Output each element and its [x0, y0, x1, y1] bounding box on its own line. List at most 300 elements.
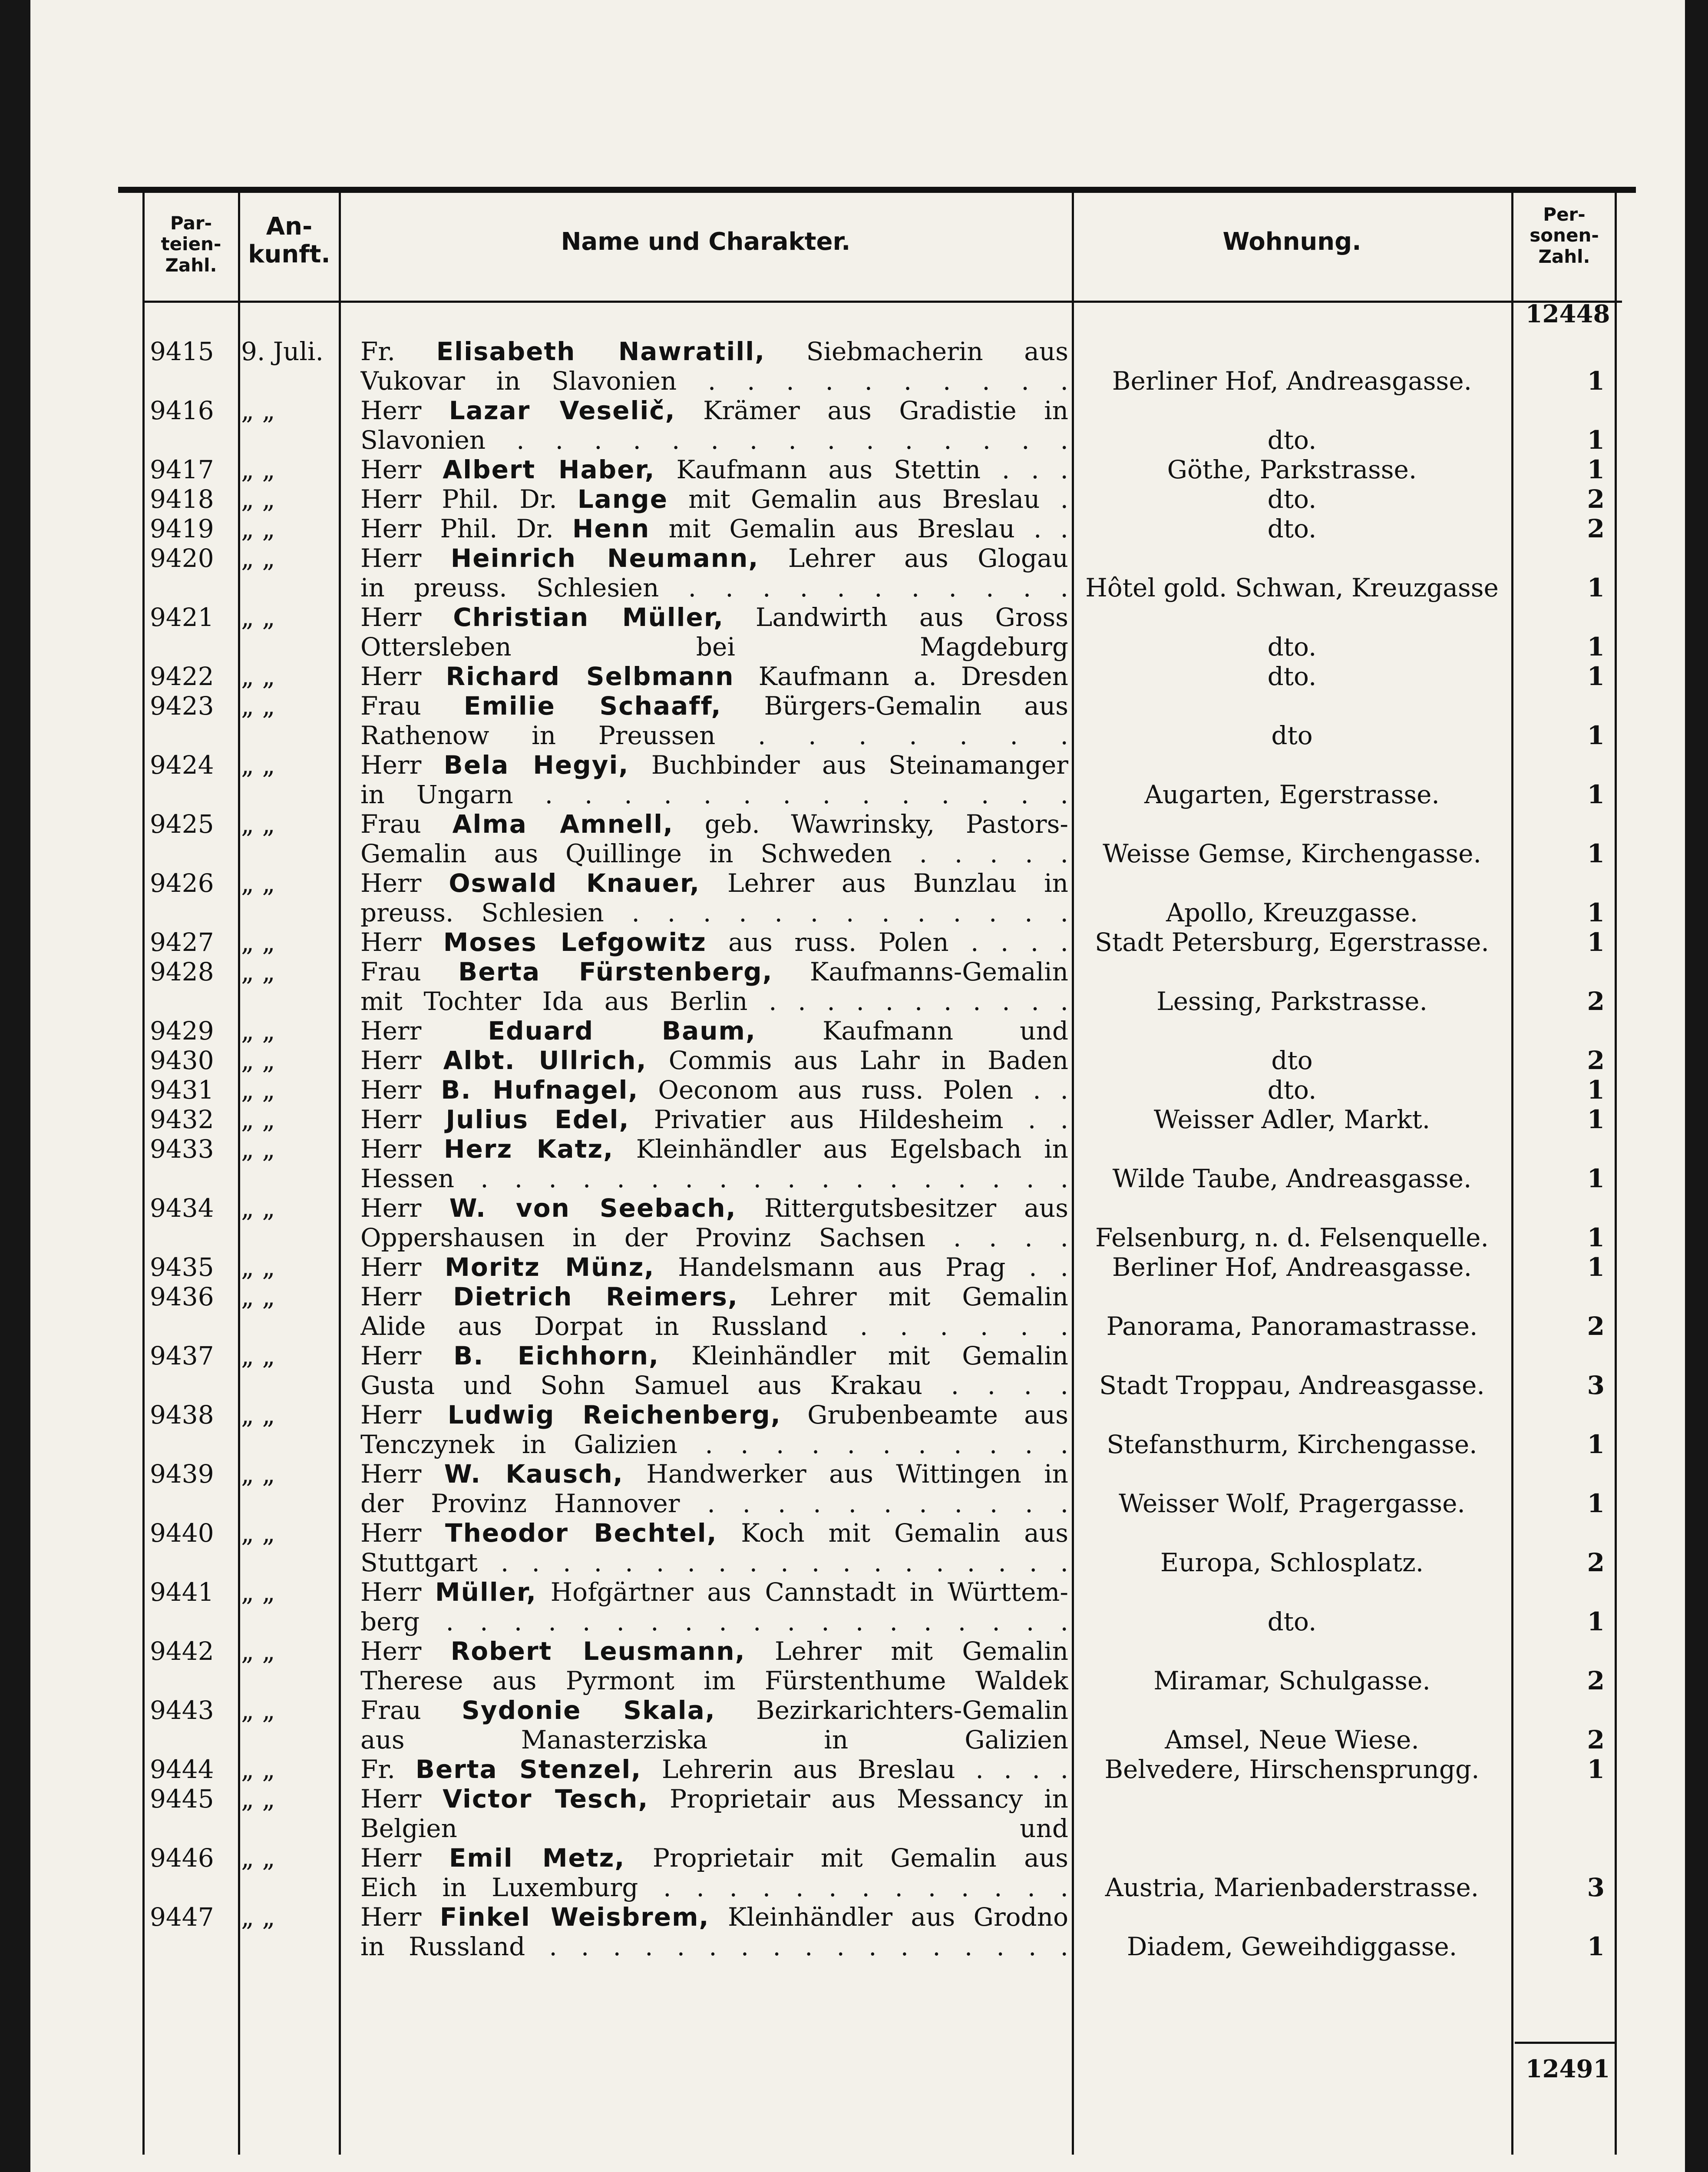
arrival-date: „ „ — [241, 1282, 275, 1311]
party-number: 9447 — [150, 1902, 214, 1932]
name-line-1 — [360, 1105, 1068, 1134]
arrival-date: „ „ — [241, 1252, 275, 1282]
guest-name: Emilie Schaaff, — [463, 691, 722, 721]
arrival-date: „ „ — [241, 868, 275, 898]
residence: Augarten, Egerstrasse. — [1144, 780, 1440, 809]
name-and-character — [360, 809, 1068, 868]
total-rule — [1515, 2042, 1615, 2044]
name-and-character — [360, 1046, 1068, 1075]
name-line-1 — [360, 1282, 1068, 1311]
arrival-date: „ „ — [241, 1134, 275, 1164]
party-number: 9438 — [150, 1400, 214, 1430]
residence: Felsenburg, n. d. Felsenquelle. — [1095, 1223, 1489, 1252]
name-and-character — [360, 1459, 1068, 1518]
title-prefix: Herr — [360, 1459, 444, 1489]
name-line-2: Oppershausen in der Provinz Sachsen . . . . — [360, 1223, 1068, 1252]
guest-name: Christian Müller, — [453, 603, 724, 632]
occupation-origin: Lehrer aus Glogau — [759, 543, 1068, 573]
name-line-2: Therese aus Pyrmont im Fürstenthume Waldek — [360, 1666, 1068, 1695]
occupation-origin: geb. Wawrinsky, Pastors- — [674, 809, 1068, 839]
residence: dto. — [1267, 514, 1317, 543]
residence: Diadem, Geweihdiggasse. — [1127, 1932, 1457, 1961]
person-count: 2 — [1587, 1725, 1605, 1755]
guest-name: Richard Selbmann — [446, 662, 734, 691]
arrival-date: „ „ — [241, 603, 275, 632]
arrival-date: „ „ — [241, 514, 275, 543]
party-number: 9432 — [150, 1105, 214, 1134]
header-wohnung: Wohnung. — [1222, 228, 1361, 256]
guest-name: Eduard Baum, — [488, 1016, 757, 1046]
person-count: 1 — [1587, 425, 1605, 455]
person-count: 1 — [1587, 1164, 1605, 1193]
party-number: 9431 — [150, 1075, 214, 1105]
title-prefix: Herr — [360, 1636, 451, 1666]
arrival-date: „ „ — [241, 1046, 275, 1075]
title-prefix: Herr — [360, 603, 453, 632]
title-prefix: Herr — [360, 543, 451, 573]
occupation-origin: Kaufmann und — [756, 1016, 1068, 1046]
header-ankunft: An- kunft. — [248, 212, 330, 269]
name-line-1 — [360, 662, 1068, 691]
person-count: 1 — [1587, 1252, 1605, 1282]
name-line-2: der Provinz Hannover . . . . . . . . . . . — [360, 1489, 1068, 1518]
title-prefix: Herr — [360, 1016, 488, 1046]
arrival-date: „ „ — [241, 957, 275, 987]
name-line-1 — [360, 484, 1068, 514]
residence: Weisser Adler, Markt. — [1153, 1105, 1430, 1134]
party-number: 9427 — [150, 927, 214, 957]
arrival-date: „ „ — [241, 809, 275, 839]
name-and-character — [360, 484, 1068, 514]
residence: Stefansthurm, Kirchengasse. — [1107, 1430, 1477, 1459]
party-number: 9415 — [150, 337, 214, 366]
guest-name: Elisabeth Nawratill, — [436, 337, 766, 366]
person-count: 2 — [1587, 1311, 1605, 1341]
name-line-1 — [360, 957, 1068, 987]
occupation-origin: Hofgärtner aus Cannstadt in Württem- — [537, 1577, 1068, 1607]
occupation-origin: Kaufmann a. Dresden — [734, 662, 1068, 691]
name-line-1 — [360, 1016, 1068, 1046]
occupation-origin: Krämer aus Gradistie in — [675, 396, 1068, 425]
title-prefix: Herr — [360, 1282, 453, 1311]
title-prefix: Herr — [360, 1341, 454, 1371]
name-line-1 — [360, 603, 1068, 632]
name-line-1 — [360, 809, 1068, 839]
guest-name: Theodor Bechtel, — [445, 1518, 717, 1548]
person-count: 1 — [1587, 573, 1605, 603]
person-count: 3 — [1587, 1371, 1605, 1400]
column-divider — [142, 191, 145, 2155]
person-count: 1 — [1587, 1607, 1605, 1636]
name-and-character — [360, 1400, 1068, 1459]
name-line-2: Gemalin aus Quillinge in Schweden . . . . . — [360, 839, 1068, 868]
occupation-origin: Lehrer mit Gemalin — [745, 1636, 1068, 1666]
title-prefix: Frau — [360, 809, 453, 839]
occupation-origin: Grubenbeamte aus — [781, 1400, 1068, 1430]
guest-name: Berta Fürstenberg, — [458, 957, 773, 987]
name-line-2: berg . . . . . . . . . . . . . . . . . . . — [360, 1607, 1068, 1636]
name-line-1 — [360, 455, 1068, 484]
title-prefix: Herr Phil. Dr. — [360, 514, 572, 543]
name-line-1 — [360, 1134, 1068, 1164]
person-count: 1 — [1587, 1223, 1605, 1252]
occupation-origin: mit Gemalin aus Breslau . . — [650, 514, 1068, 543]
name-line-1 — [360, 868, 1068, 898]
name-and-character — [360, 1282, 1068, 1341]
name-line-1 — [360, 337, 1068, 366]
occupation-origin: mit Gemalin aus Breslau . — [668, 484, 1068, 514]
occupation-origin: Siebmacherin aus — [765, 337, 1068, 366]
occupation-origin: Kleinhändler mit Gemalin — [659, 1341, 1068, 1371]
person-count: 2 — [1587, 987, 1605, 1016]
title-prefix: Herr — [360, 1518, 446, 1548]
occupation-origin: Bürgers-Gemalin aus — [721, 691, 1068, 721]
party-number: 9439 — [150, 1459, 214, 1489]
title-prefix: Frau — [360, 691, 464, 721]
arrival-date: „ „ — [241, 1400, 275, 1430]
arrival-date: „ „ — [241, 1459, 275, 1489]
name-line-2: Gusta und Sohn Samuel aus Krakau . . . . — [360, 1371, 1068, 1400]
party-number: 9442 — [150, 1636, 214, 1666]
name-and-character — [360, 1518, 1068, 1577]
name-and-character — [360, 1075, 1068, 1105]
party-number: 9428 — [150, 957, 214, 987]
occupation-origin: Lehrerin aus Breslau . . . . — [641, 1755, 1068, 1784]
arrival-date: „ „ — [241, 1843, 275, 1873]
name-line-2: mit Tochter Ida aus Berlin . . . . . . . . . . . — [360, 987, 1068, 1016]
name-and-character — [360, 750, 1068, 809]
guest-name: Albt. Ullrich, — [443, 1046, 647, 1075]
name-and-character — [360, 1341, 1068, 1400]
column-divider — [1072, 191, 1074, 2155]
arrival-date: „ „ — [241, 1695, 275, 1725]
scan-border-left — [0, 0, 30, 2172]
person-count: 1 — [1587, 455, 1605, 484]
residence: Austria, Marienbaderstrasse. — [1105, 1873, 1479, 1902]
name-and-character — [360, 1193, 1068, 1252]
occupation-origin: Kaufmanns-Gemalin — [773, 957, 1068, 987]
guest-name: Finkel Weisbrem, — [439, 1902, 710, 1932]
title-prefix: Herr — [360, 1577, 435, 1607]
title-prefix: Herr — [360, 1400, 448, 1430]
name-and-character — [360, 455, 1068, 484]
name-line-2: Eich in Luxemburg . . . . . . . . . . . . . — [360, 1873, 1068, 1902]
residence: dto. — [1267, 1607, 1317, 1636]
person-count: 1 — [1587, 780, 1605, 809]
arrival-date: „ „ — [241, 1016, 275, 1046]
residence: Stadt Troppau, Andreasgasse. — [1099, 1371, 1485, 1400]
party-number: 9440 — [150, 1518, 214, 1548]
occupation-origin: Bezirkarichters-Gemalin — [715, 1695, 1068, 1725]
guest-name: Heinrich Neumann, — [450, 543, 759, 573]
name-line-1 — [360, 1075, 1068, 1105]
person-count: 1 — [1587, 1489, 1605, 1518]
party-number: 9446 — [150, 1843, 214, 1873]
name-line-2: Rathenow in Preussen . . . . . . . — [360, 721, 1068, 750]
name-line-1 — [360, 927, 1068, 957]
occupation-origin: Buchbinder aus Steinamanger — [629, 750, 1068, 780]
title-prefix: Fr. — [360, 1755, 416, 1784]
residence: dto. — [1267, 425, 1317, 455]
occupation-origin: aus russ. Polen . . . . — [706, 927, 1068, 957]
person-count: 2 — [1587, 1548, 1605, 1577]
title-prefix: Herr — [360, 1843, 449, 1873]
person-count: 1 — [1587, 721, 1605, 750]
party-number: 9430 — [150, 1046, 214, 1075]
person-count: 1 — [1587, 1075, 1605, 1105]
name-line-2: Vukovar in Slavonien . . . . . . . . . . — [360, 366, 1068, 396]
person-count: 1 — [1587, 898, 1605, 927]
name-line-1 — [360, 1400, 1068, 1430]
occupation-origin: Handwerker aus Wittingen in — [623, 1459, 1068, 1489]
name-line-1 — [360, 1193, 1068, 1223]
occupation-origin: Kaufmann aus Stettin . . . — [655, 455, 1068, 484]
occupation-origin: Handelsmann aus Prag . . — [654, 1252, 1068, 1282]
party-number: 9423 — [150, 691, 214, 721]
party-number: 9424 — [150, 750, 214, 780]
name-line-2: Stuttgart . . . . . . . . . . . . . . . . . . . — [360, 1548, 1068, 1577]
party-number: 9441 — [150, 1577, 214, 1607]
name-line-1 — [360, 1843, 1068, 1873]
party-number: 9436 — [150, 1282, 214, 1311]
person-count: 2 — [1587, 514, 1605, 543]
name-and-character — [360, 1902, 1068, 1961]
arrival-date: „ „ — [241, 396, 275, 425]
arrival-date: „ „ — [241, 927, 275, 957]
person-count: 1 — [1587, 632, 1605, 662]
residence: Weisse Gemse, Kirchengasse. — [1103, 839, 1481, 868]
name-and-character — [360, 868, 1068, 927]
guest-name: Emil Metz, — [449, 1843, 625, 1873]
guest-name: Moses Lefgowitz — [443, 927, 707, 957]
name-and-character — [360, 1695, 1068, 1755]
column-divider — [1615, 191, 1617, 2155]
name-and-character — [360, 1016, 1068, 1046]
guest-name: Sydonie Skala, — [462, 1695, 716, 1725]
residence: dto. — [1267, 632, 1317, 662]
party-number: 9437 — [150, 1341, 214, 1371]
guest-name: Oswald Knauer, — [449, 868, 700, 898]
name-line-2: Belgien und — [360, 1814, 1068, 1843]
name-line-1 — [360, 1252, 1068, 1282]
name-and-character — [360, 603, 1068, 662]
guest-name: Henn — [572, 514, 650, 543]
table-top-rule — [118, 187, 1636, 193]
name-and-character — [360, 1134, 1068, 1193]
name-line-2: Slavonien . . . . . . . . . . . . . . . — [360, 425, 1068, 455]
person-count: 3 — [1587, 1873, 1605, 1902]
party-number: 9429 — [150, 1016, 214, 1046]
name-and-character — [360, 1755, 1068, 1784]
arrival-date: „ „ — [241, 1193, 275, 1223]
party-number: 9425 — [150, 809, 214, 839]
name-line-1 — [360, 1636, 1068, 1666]
person-count: 1 — [1587, 839, 1605, 868]
person-count: 1 — [1587, 1105, 1605, 1134]
column-divider — [1511, 191, 1513, 2155]
person-count: 2 — [1587, 1666, 1605, 1695]
occupation-origin: Privatier aus Hildesheim . . — [629, 1105, 1068, 1134]
name-line-1 — [360, 1755, 1068, 1784]
arrival-date: „ „ — [241, 543, 275, 573]
title-prefix: Herr — [360, 396, 449, 425]
residence: Berliner Hof, Andreasgasse. — [1112, 366, 1472, 396]
residence: dto — [1271, 721, 1313, 750]
occupation-origin: Lehrer aus Bunzlau in — [700, 868, 1068, 898]
title-prefix: Herr — [360, 750, 444, 780]
arrival-date: „ „ — [241, 662, 275, 691]
name-line-1 — [360, 1784, 1068, 1814]
title-prefix: Herr — [360, 927, 443, 957]
party-number: 9443 — [150, 1695, 214, 1725]
title-prefix: Frau — [360, 957, 459, 987]
title-prefix: Herr — [360, 1134, 444, 1164]
name-and-character — [360, 514, 1068, 543]
name-line-1 — [360, 1577, 1068, 1607]
occupation-origin: Kleinhändler aus Grodno — [709, 1902, 1068, 1932]
guest-name: W. von Seebach, — [449, 1193, 737, 1223]
residence: dto. — [1267, 1075, 1317, 1105]
party-number: 9416 — [150, 396, 214, 425]
title-prefix: Herr — [360, 662, 446, 691]
guest-name: W. Kausch, — [444, 1459, 624, 1489]
guest-name: Bela Hegyi, — [443, 750, 629, 780]
residence: Europa, Schlosplatz. — [1160, 1548, 1424, 1577]
name-and-character — [360, 1577, 1068, 1636]
residence: dto — [1271, 1046, 1313, 1075]
name-line-2: Hessen . . . . . . . . . . . . . . . . . . — [360, 1164, 1068, 1193]
occupation-origin: Commis aus Lahr in Baden — [647, 1046, 1068, 1075]
party-number: 9445 — [150, 1784, 214, 1814]
guest-name: Victor Tesch, — [443, 1784, 649, 1814]
final-total: 12491 — [1525, 2055, 1610, 2083]
name-and-character — [360, 337, 1068, 396]
residence: Miramar, Schulgasse. — [1153, 1666, 1430, 1695]
residence: Belvedere, Hirschensprungg. — [1104, 1755, 1480, 1784]
title-prefix: Herr — [360, 1252, 445, 1282]
arrival-date: „ „ — [241, 1075, 275, 1105]
carry-over-total: 12448 — [1525, 300, 1610, 328]
arrival-date: 9. Juli. — [241, 337, 324, 366]
party-number: 9435 — [150, 1252, 214, 1282]
name-line-1 — [360, 1459, 1068, 1489]
header-personen-zahl: Per- sonen- Zahl. — [1530, 204, 1599, 267]
name-line-2: in Ungarn . . . . . . . . . . . . . . — [360, 780, 1068, 809]
name-line-1 — [360, 543, 1068, 573]
arrival-date: „ „ — [241, 1518, 275, 1548]
occupation-origin: Rittergutsbesitzer aus — [736, 1193, 1068, 1223]
residence: Apollo, Kreuzgasse. — [1166, 898, 1418, 927]
party-number: 9419 — [150, 514, 214, 543]
party-number: 9444 — [150, 1755, 214, 1784]
arrival-date: „ „ — [241, 1902, 275, 1932]
name-line-2: aus Manasterziska in Galizien — [360, 1725, 1068, 1755]
guest-name: B. Eichhorn, — [453, 1341, 660, 1371]
residence: Stadt Petersburg, Egerstrasse. — [1095, 927, 1489, 957]
guest-name: Herz Katz, — [443, 1134, 614, 1164]
title-prefix: Frau — [360, 1695, 462, 1725]
title-prefix: Herr — [360, 1075, 441, 1105]
person-count: 1 — [1587, 927, 1605, 957]
name-line-2: in Russland . . . . . . . . . . . . . . . . . — [360, 1932, 1068, 1961]
arrival-date: „ „ — [241, 1755, 275, 1784]
party-number: 9418 — [150, 484, 214, 514]
name-and-character — [360, 691, 1068, 750]
name-and-character — [360, 1252, 1068, 1282]
title-prefix: Fr. — [360, 337, 436, 366]
party-number: 9417 — [150, 455, 214, 484]
name-and-character — [360, 1784, 1068, 1843]
name-line-2: Alide aus Dorpat in Russland . . . . . . — [360, 1311, 1068, 1341]
title-prefix: Herr — [360, 1046, 443, 1075]
occupation-origin: Lehrer mit Gemalin — [738, 1282, 1068, 1311]
occupation-origin: Proprietair aus Messancy in — [648, 1784, 1068, 1814]
party-number: 9433 — [150, 1134, 214, 1164]
party-number: 9421 — [150, 603, 214, 632]
name-line-1 — [360, 514, 1068, 543]
arrival-date: „ „ — [241, 484, 275, 514]
residence: Göthe, Parkstrasse. — [1167, 455, 1417, 484]
arrival-date: „ „ — [241, 1636, 275, 1666]
residence: Hôtel gold. Schwan, Kreuzgasse — [1085, 573, 1499, 603]
guest-name: B. Hufnagel, — [441, 1075, 639, 1105]
person-count: 1 — [1587, 1430, 1605, 1459]
name-and-character — [360, 543, 1068, 603]
name-line-1 — [360, 1695, 1068, 1725]
guest-name: Julius Edel, — [446, 1105, 630, 1134]
person-count: 2 — [1587, 1046, 1605, 1075]
arrival-date: „ „ — [241, 1577, 275, 1607]
arrival-date: „ „ — [241, 1105, 275, 1134]
name-line-1 — [360, 691, 1068, 721]
residence: Amsel, Neue Wiese. — [1165, 1725, 1419, 1755]
name-and-character — [360, 1105, 1068, 1134]
title-prefix: Herr — [360, 455, 443, 484]
header-rule — [143, 301, 1622, 303]
guest-name: Lange — [577, 484, 668, 514]
person-count: 1 — [1587, 1932, 1605, 1961]
guest-name: Dietrich Reimers, — [453, 1282, 738, 1311]
name-line-1 — [360, 1902, 1068, 1932]
name-line-2: in preuss. Schlesien . . . . . . . . . . . — [360, 573, 1068, 603]
arrival-date: „ „ — [241, 1784, 275, 1814]
title-prefix: Herr — [360, 1902, 440, 1932]
residence: dto. — [1267, 484, 1317, 514]
guest-name: Robert Leusmann, — [450, 1636, 746, 1666]
name-line-1 — [360, 1046, 1068, 1075]
scan-border-right — [1685, 0, 1708, 2172]
name-line-1 — [360, 750, 1068, 780]
residence: Wilde Taube, Andreasgasse. — [1112, 1164, 1472, 1193]
name-line-1 — [360, 1341, 1068, 1371]
residence: Weisser Wolf, Pragergasse. — [1119, 1489, 1465, 1518]
name-and-character — [360, 396, 1068, 455]
title-prefix: Herr — [360, 1105, 446, 1134]
party-number: 9422 — [150, 662, 214, 691]
person-count: 1 — [1587, 662, 1605, 691]
residence: Panorama, Panoramastrasse. — [1106, 1311, 1478, 1341]
name-line-2: preuss. Schlesien . . . . . . . . . . . . . — [360, 898, 1068, 927]
guest-name: Berta Stenzel, — [415, 1755, 642, 1784]
occupation-origin: Landwirth aus Gross — [724, 603, 1068, 632]
guest-name: Müller, — [435, 1577, 537, 1607]
arrival-date: „ „ — [241, 1341, 275, 1371]
header-name-und-charakter: Name und Charakter. — [561, 228, 851, 256]
residence: Berliner Hof, Andreasgasse. — [1112, 1252, 1472, 1282]
name-and-character — [360, 957, 1068, 1016]
name-and-character — [360, 1636, 1068, 1695]
party-number: 9434 — [150, 1193, 214, 1223]
